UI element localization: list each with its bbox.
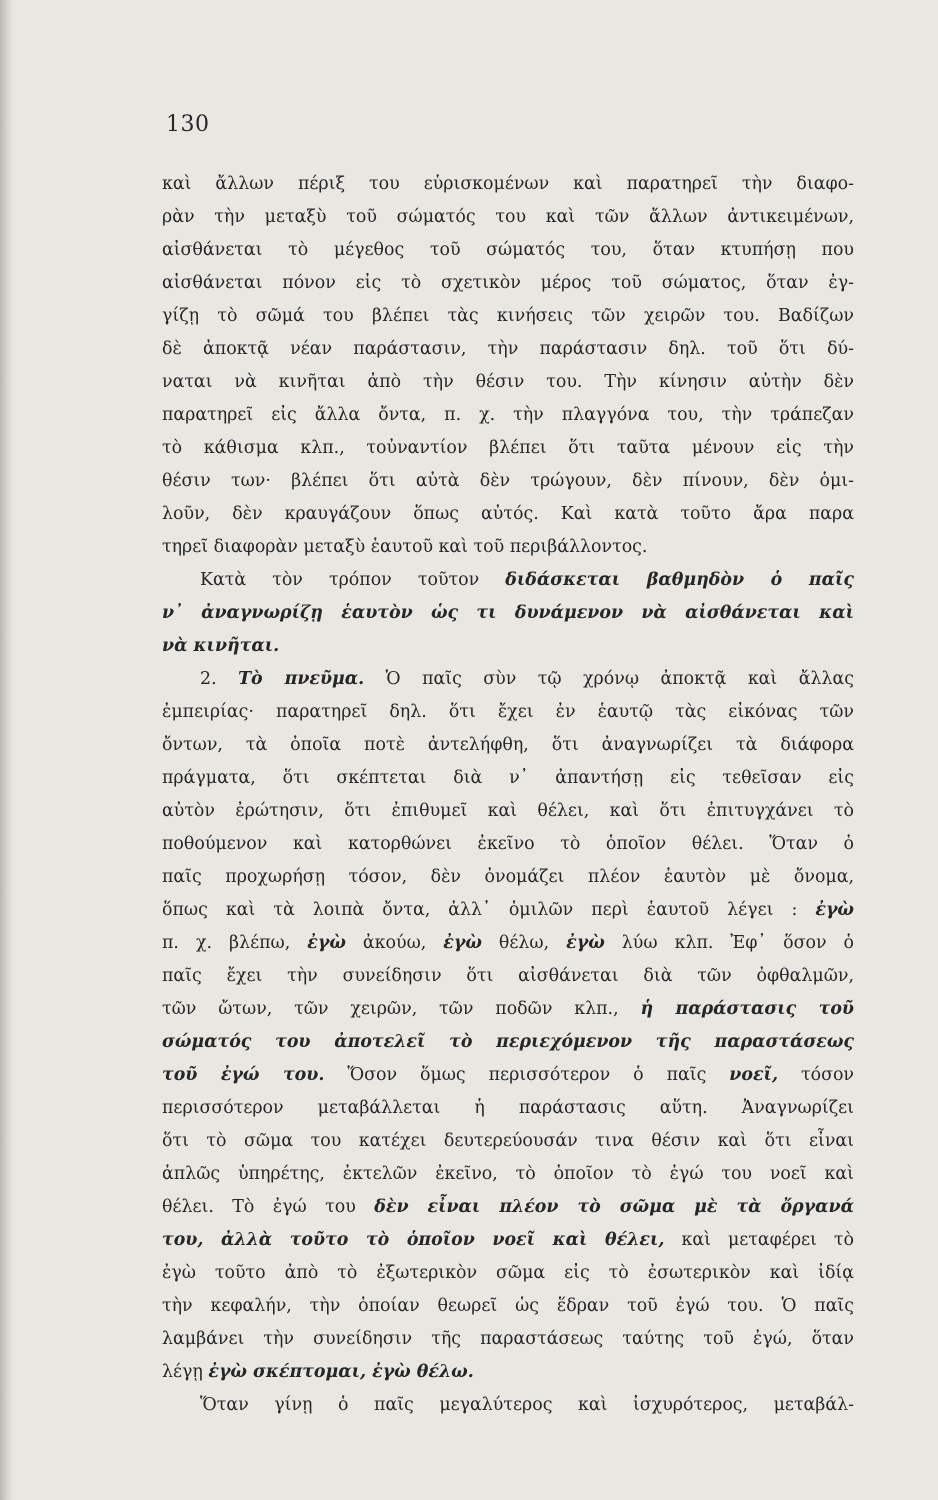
text-line (162, 894, 854, 927)
emphasis-text: ἐγὼ (566, 933, 605, 953)
text-line (162, 1290, 854, 1323)
text-segment: ὅπως καὶ τὰ λοιπὰ ὄντα, ἀλλ᾿ ὁμιλῶν περὶ ἑαυτοῦ λέγει : (162, 900, 816, 920)
text-line (162, 597, 854, 630)
text-line (162, 828, 854, 861)
text-segment: ἐμπειρίας· παρατηρεῖ δηλ. ὅτι ἔχει ἐν ἑαυτῷ τὰς εἰκόνας τῶν (162, 702, 854, 722)
text-segment: ποθούμενον καὶ κατορθώνει ἐκεῖνο τὸ ὁποῖον θέλει. Ὅταν ὁ (162, 834, 854, 854)
text-line (162, 465, 854, 498)
text-line (162, 432, 854, 465)
text-line (162, 1059, 854, 1092)
text-segment: αἰσθάνεται πόνον εἰς τὸ σχετικὸν μέρος τοῦ σώματος, ὅταν ἐγ- (162, 273, 854, 293)
text-line (162, 729, 854, 762)
text-segment: π. χ. βλέπω, (162, 933, 308, 953)
text-segment: παρατηρεῖ εἰς ἄλλα ὄντα, π. χ. τὴν πλαγγόνα του, τὴν τράπεζαν (162, 405, 854, 425)
text-line (162, 1026, 854, 1059)
text-segment: αἰσθάνεται τὸ μέγεθος τοῦ σώματός του, ὅταν κτυπήσῃ που (162, 240, 854, 260)
text-line (162, 1158, 854, 1191)
text-line (162, 1356, 854, 1389)
emphasis-text: του, ἀλλὰ τοῦτο τὸ ὁποῖον νοεῖ καὶ θέλει, (162, 1230, 665, 1250)
text-segment: θέλω, (481, 933, 567, 953)
emphasis-text: ἡ παράστασις τοῦ (640, 999, 854, 1019)
text-segment: καὶ ἄλλων πέριξ του εὑρισκομένων καὶ παρατηρεῖ τὴν διαφο- (162, 174, 854, 194)
emphasis-text: ἐγὼ (815, 900, 854, 920)
text-line (162, 564, 854, 597)
text-segment: ρὰν τὴν μεταξὺ τοῦ σώματός του καὶ τῶν ἄλλων ἀντικειμένων, (162, 207, 854, 227)
text-segment: τῶν ὤτων, τῶν χειρῶν, τῶν ποδῶν κλπ., (162, 999, 641, 1019)
emphasis-text: ἐγὼ σκέπτομαι, ἐγὼ θέλω. (208, 1362, 474, 1382)
text-segment: παῖς προχωρήσῃ τόσον, δὲν ὀνομάζει πλέον ἑαυτὸν μὲ ὄνομα, (162, 867, 854, 887)
text-line (162, 795, 854, 828)
emphasis-text: τοῦ ἐγώ του. (162, 1065, 325, 1085)
text-line (162, 531, 854, 564)
text-line (162, 1224, 854, 1257)
text-segment: λαμβάνει τὴν συνείδησιν τῆς παραστάσεως ταύτης τοῦ ἐγώ, ὅταν (162, 1329, 854, 1349)
text-line (162, 762, 854, 795)
emphasis-text: σώματός του ἀποτελεῖ τὸ περιεχόμενον τῆς παραστάσεως (162, 1032, 854, 1052)
emphasis-text: ν᾿ ἀναγνωρίζῃ ἑαυτὸν ὡς τι δυνάμενον νὰ αἰσθάνεται καὶ (162, 603, 854, 623)
text-line (162, 696, 854, 729)
text-line (162, 498, 854, 531)
text-line (162, 333, 854, 366)
text-line (162, 1257, 854, 1290)
text-line (162, 267, 854, 300)
text-line (162, 861, 854, 894)
page-edge-shadow (0, 0, 14, 1500)
text-segment: λύω κλπ. Ἐφ᾿ ὅσον ὁ (604, 933, 855, 953)
text-segment: τόσον (778, 1065, 854, 1085)
emphasis-text: νοεῖ, (729, 1065, 779, 1085)
text-segment: λοῦν, δὲν κραυγάζουν ὅπως αὐτός. Καὶ κατὰ τοῦτο ἄρα παρα (162, 504, 854, 524)
text-segment: περισσότερον μεταβάλλεται ἡ παράστασις αὕτη. Ἀναγνωρίζει (162, 1098, 854, 1118)
text-line (162, 1092, 854, 1125)
text-segment: Κατὰ τὸν τρόπον τοῦτον (200, 570, 506, 590)
text-segment: 2. (200, 669, 239, 689)
text-segment: λέγῃ (162, 1362, 209, 1382)
text-segment: ὄντων, τὰ ὁποῖα ποτὲ ἀντελήφθη, ὅτι ἀναγνωρίζει τὰ διάφορα (162, 735, 854, 755)
text-line (162, 168, 854, 201)
emphasis-text: διδάσκεται βαθμηδὸν ὁ παῖς (505, 570, 854, 590)
emphasis-text: δὲν εἶναι πλέον τὸ σῶμα μὲ τὰ ὄργανά (374, 1197, 854, 1217)
text-line (162, 993, 854, 1026)
text-segment: γίζῃ τὸ σῶμά του βλέπει τὰς κινήσεις τῶν χειρῶν του. Βαδίζων (162, 306, 854, 326)
text-segment: Ὅσον ὅμως περισσότερον ὁ παῖς (324, 1065, 730, 1085)
text-segment: ὅτι τὸ σῶμα του κατέχει δευτερεύουσάν τινα θέσιν καὶ ὅτι εἶναι (162, 1131, 854, 1151)
text-segment: παῖς ἔχει τὴν συνείδησιν ὅτι αἰσθάνεται διὰ τῶν ὀφθαλμῶν, (162, 966, 854, 986)
text-segment: αὐτὸν ἐρώτησιν, ὅτι ἐπιθυμεῖ καὶ θέλει, καὶ ὅτι ἐπιτυγχάνει τὸ (162, 801, 854, 821)
text-line (162, 399, 854, 432)
text-line (162, 366, 854, 399)
text-segment: δὲ ἀποκτᾷ νέαν παράστασιν, τὴν παράστασιν δηλ. τοῦ ὅτι δύ- (162, 339, 854, 359)
text-line (162, 927, 854, 960)
text-line (162, 1389, 854, 1422)
text-line (162, 234, 854, 267)
page-number: 130 (166, 112, 210, 137)
text-segment: τηρεῖ διαφορὰν μεταξὺ ἑαυτοῦ καὶ τοῦ περιβάλλοντος. (162, 537, 648, 557)
emphasis-text: νὰ κινῆται. (162, 636, 280, 656)
text-line (162, 663, 854, 696)
text-line (162, 1125, 854, 1158)
text-segment: θέλει. Τὸ ἐγώ του (162, 1197, 375, 1217)
text-line (162, 960, 854, 993)
text-segment: ἐγὼ τοῦτο ἀπὸ τὸ ἐξωτερικὸν σῶμα εἰς τὸ ἐσωτερικὸν καὶ ἰδίᾳ (162, 1263, 854, 1283)
emphasis-text: Τὸ πνεῦμα. (238, 669, 365, 689)
text-segment: Ὅταν γίνῃ ὁ παῖς μεγαλύτερος καὶ ἰσχυρότερος, μεταβάλ- (200, 1395, 854, 1415)
text-segment: ἀκούω, (345, 933, 444, 953)
text-segment: θέσιν των· βλέπει ὅτι αὐτὰ δὲν τρώγουν, δὲν πίνουν, δὲν ὁμι- (162, 471, 854, 491)
text-segment: τὸ κάθισμα κλπ., τοὐναντίον βλέπει ὅτι ταῦτα μένουν εἰς τὴν (162, 438, 854, 458)
text-segment: καὶ μεταφέρει τὸ (664, 1230, 855, 1250)
text-line (162, 300, 854, 333)
text-line (162, 1191, 854, 1224)
text-segment: πράγματα, ὅτι σκέπτεται διὰ ν᾿ ἀπαντήσῃ εἰς τεθεῖσαν εἰς (162, 768, 854, 788)
text-segment: ἁπλῶς ὑπηρέτης, ἐκτελῶν ἐκεῖνο, τὸ ὁποῖον τὸ ἐγώ του νοεῖ καὶ (162, 1164, 854, 1184)
text-segment: ναται νὰ κινῆται ἀπὸ τὴν θέσιν του. Τὴν κίνησιν αὐτὴν δὲν (162, 372, 854, 392)
body-text (162, 168, 854, 1422)
text-line (162, 630, 854, 663)
emphasis-text: ἐγὼ (307, 933, 346, 953)
text-segment: τὴν κεφαλήν, τὴν ὁποίαν θεωρεῖ ὡς ἕδραν τοῦ ἐγώ του. Ὁ παῖς (162, 1296, 854, 1316)
text-line (162, 201, 854, 234)
text-line (162, 1323, 854, 1356)
emphasis-text: ἐγὼ (443, 933, 482, 953)
text-segment: Ὁ παῖς σὺν τῷ χρόνῳ ἀποκτᾷ καὶ ἄλλας (364, 669, 854, 689)
